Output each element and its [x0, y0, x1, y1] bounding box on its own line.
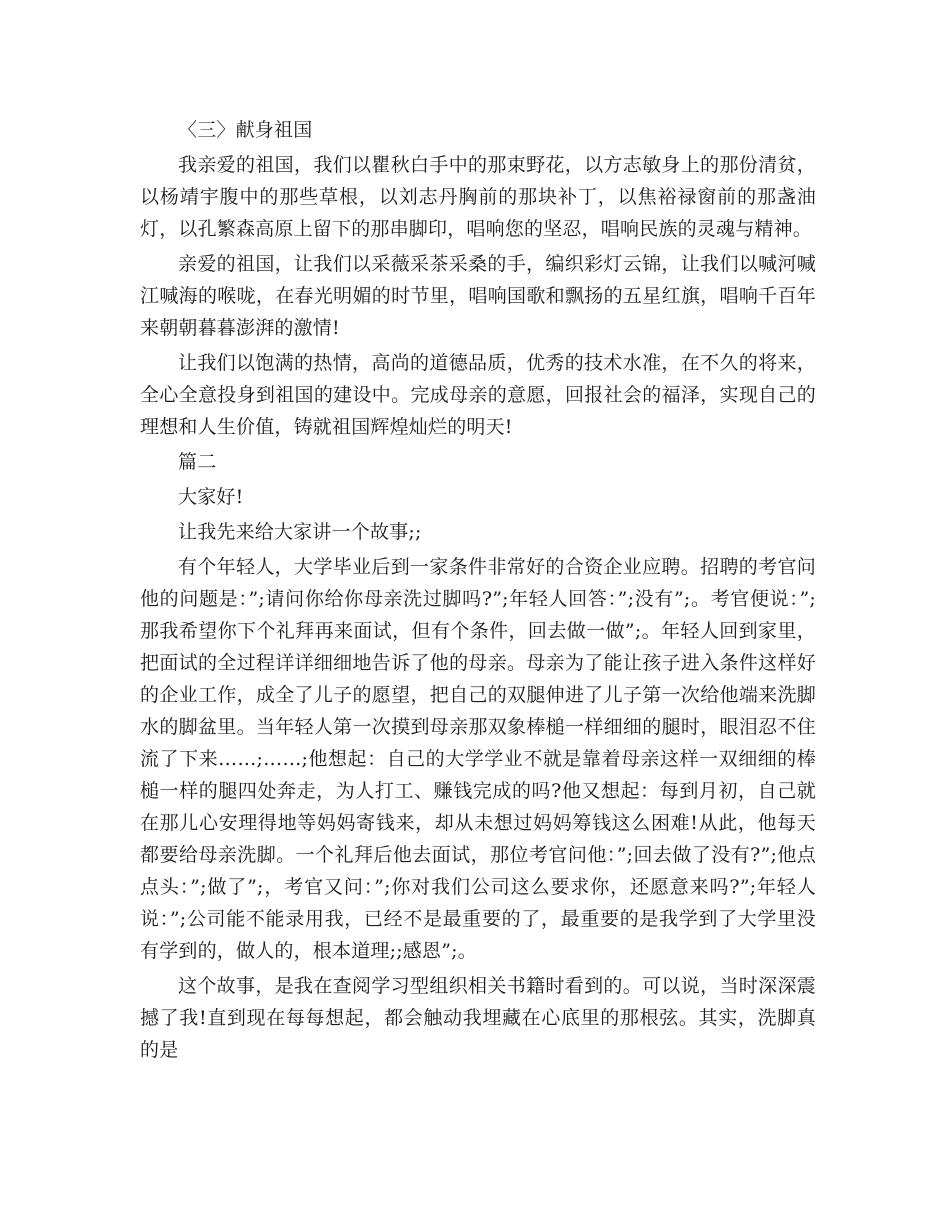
- section-heading: 〈三〉献身祖国: [178, 119, 313, 141]
- paragraph: 亲爱的祖国，让我们以采薇采茶采桑的手，编织彩灯云锦，让我们以喊河喊江喊海的喉咙，在春光明媚的时节里，唱响国歌和飘扬的五星红旗，唱响千百年来朝朝暮暮澎湃的激情!: [140, 253, 816, 339]
- section-heading: 篇二: [178, 451, 217, 473]
- paragraph: 有个年轻人，大学毕业后到一家条件非常好的合资企业应聘。招聘的考官问他的问题是：”;请问你给你母亲洗过脚吗?”;年轻人回答：”;没有”;。考官便说：”;那我希望你下个礼拜再来面试，但有个条件，回去做一做”;。年轻人回到家里，把面试的全过程详详细细地告诉了他的母亲。母亲为了能让孩子进入条件这样好的企业工作，成全了儿子的愿望，把自己的双腿伸进了儿子第一次给他端来洗脚水的脚盆里。当年轻人第一次摸到母亲那双象棒槌一样细细的腿时，眼泪忍不住流了下来……;……;他想起：自己的大学学业不就是靠着母亲这样一双细细的棒槌一样的腿四处奔走，为人打工、赚钱完成的吗?他又想起：每到月初，自己就在那儿心安理得地等妈妈寄钱来，却从未想过妈妈筹钱这么困难!从此，他每天都要给母亲洗脚。一个礼拜后他去面试，那位考官问他：”;回去做了没有?”;他点点头：”;做了”;，考官又问：”;你对我们公司这么要求你，还愿意来吗?”;年轻人说：”;公司能不能录用我，已经不是最重要的了，最重要的是我学到了大学里没有学到的，做人的，根本道理;;感恩”;。: [140, 556, 816, 962]
- paragraph: 我亲爱的祖国，我们以瞿秋白手中的那束野花，以方志敏身上的那份清贫，以杨靖宇腹中的那些草根，以刘志丹胸前的那块补丁，以焦裕禄窗前的那盏油灯，以孔繁森高原上留下的那串脚印，唱响您的坚忍，唱响民族的灵魂与精神。: [140, 154, 816, 240]
- paragraph: 让我们以饱满的热情，高尚的道德品质，优秀的技术水准，在不久的将来，全心全意投身到祖国的建设中。完成母亲的意愿，回报社会的福泽，实现自己的理想和人生价值，铸就祖国辉煌灿烂的明天!: [140, 352, 816, 438]
- paragraph: 大家好!: [178, 486, 244, 508]
- paragraph: 这个故事，是我在查阅学习型组织相关书籍时看到的。可以说，当时深深震撼了我!直到现在每每想起，都会触动我埋藏在心底里的那根弦。其实，洗脚真的是: [140, 975, 816, 1061]
- document-body: [140, 114, 816, 1069]
- paragraph: 让我先来给大家讲一个故事;;: [178, 521, 422, 543]
